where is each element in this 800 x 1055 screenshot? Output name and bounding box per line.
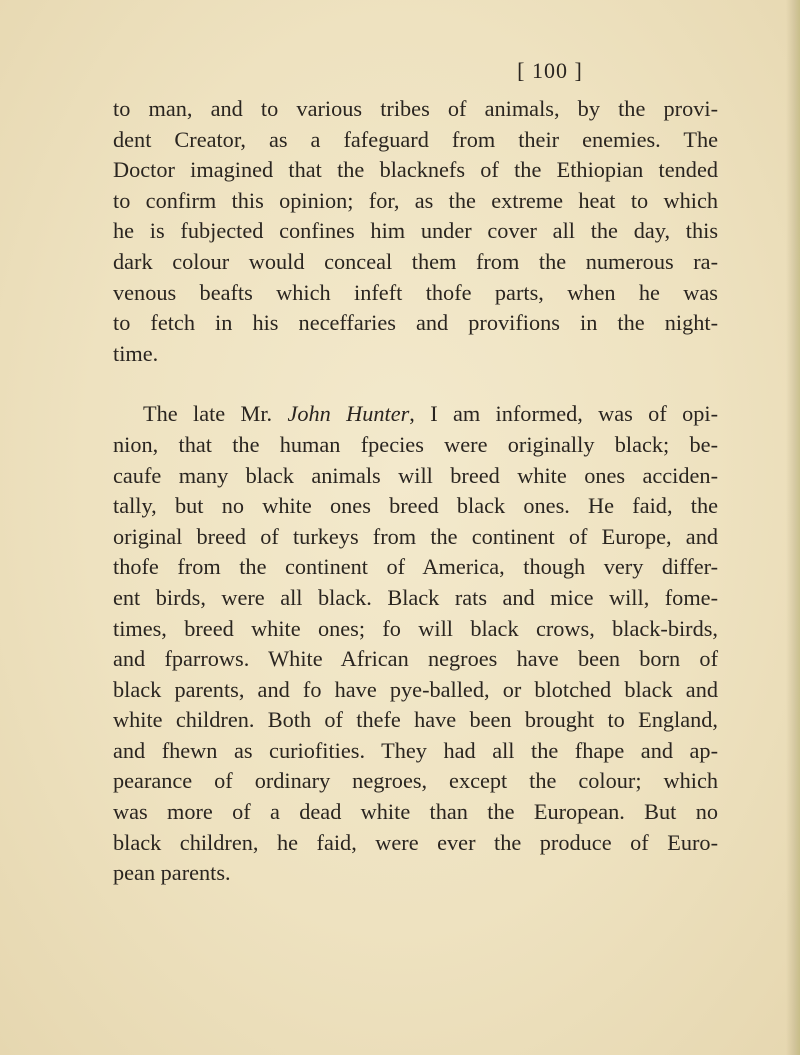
text-line: thofe from the continent of America, though very differ- — [113, 554, 718, 580]
text-line: white children. Both of thefe have been brought to England, — [113, 707, 718, 733]
text-line: to fetch in his neceffaries and provifions in the night- — [113, 310, 718, 336]
text-line: times, breed white ones; fo will black crows, black-birds, — [113, 615, 718, 641]
page-edge — [786, 0, 800, 1055]
text-line: was more of a dead white than the European. But no — [113, 799, 718, 825]
text-line: nion, that the human fpecies were originally black; be- — [113, 431, 718, 457]
text-line: to confirm this opinion; for, as the extreme heat to which — [113, 187, 718, 213]
text-line: black parents, and fo have pye-balled, or blotched black and — [113, 676, 718, 702]
text-line: ent birds, were all black. Black rats and mice will, fome- — [113, 584, 718, 610]
paragraph-2 — [113, 399, 718, 889]
text-line: pean parents. — [113, 860, 231, 886]
page-header — [0, 58, 800, 84]
text-line: tally, but no white ones breed black ones. He faid, the — [113, 493, 718, 519]
name-prefix: The late Mr. — [143, 401, 288, 427]
text-line: to man, and to various tribes of animals, by the provi- — [113, 96, 718, 121]
text-line: pearance of ordinary negroes, except the colour; which — [113, 768, 718, 794]
text-line: black children, he faid, were ever the produce of Euro- — [113, 829, 718, 855]
paragraph-1 — [113, 94, 718, 369]
text-line: Doctor imagined that the blacknefs of the Ethiopian tended — [113, 157, 718, 183]
page-number: [ 100 ] — [517, 58, 583, 83]
text-line: time. — [113, 340, 159, 366]
text-line: he is fubjected confines him under cover all the day, this — [113, 218, 718, 244]
person-name: John Hunter — [287, 401, 410, 427]
text-line: original breed of turkeys from the continent of Europe, and — [113, 523, 718, 549]
text-line: dark colour would conceal them from the numerous ra- — [113, 248, 718, 274]
text-line: caufe many black animals will breed white ones acciden- — [113, 462, 718, 488]
text-line: venous beafts which infeft thofe parts, when he was — [113, 279, 718, 305]
line-rest: , I am informed, was of opi- — [409, 401, 718, 427]
text-line — [113, 399, 718, 430]
text-line: and fhewn as curiofities. They had all the fhape and ap- — [113, 737, 718, 763]
body-text — [113, 94, 718, 889]
text-line: dent Creator, as a fafeguard from their enemies. The — [113, 126, 718, 152]
text-line: and fparrows. White African negroes have been born of — [113, 646, 718, 672]
